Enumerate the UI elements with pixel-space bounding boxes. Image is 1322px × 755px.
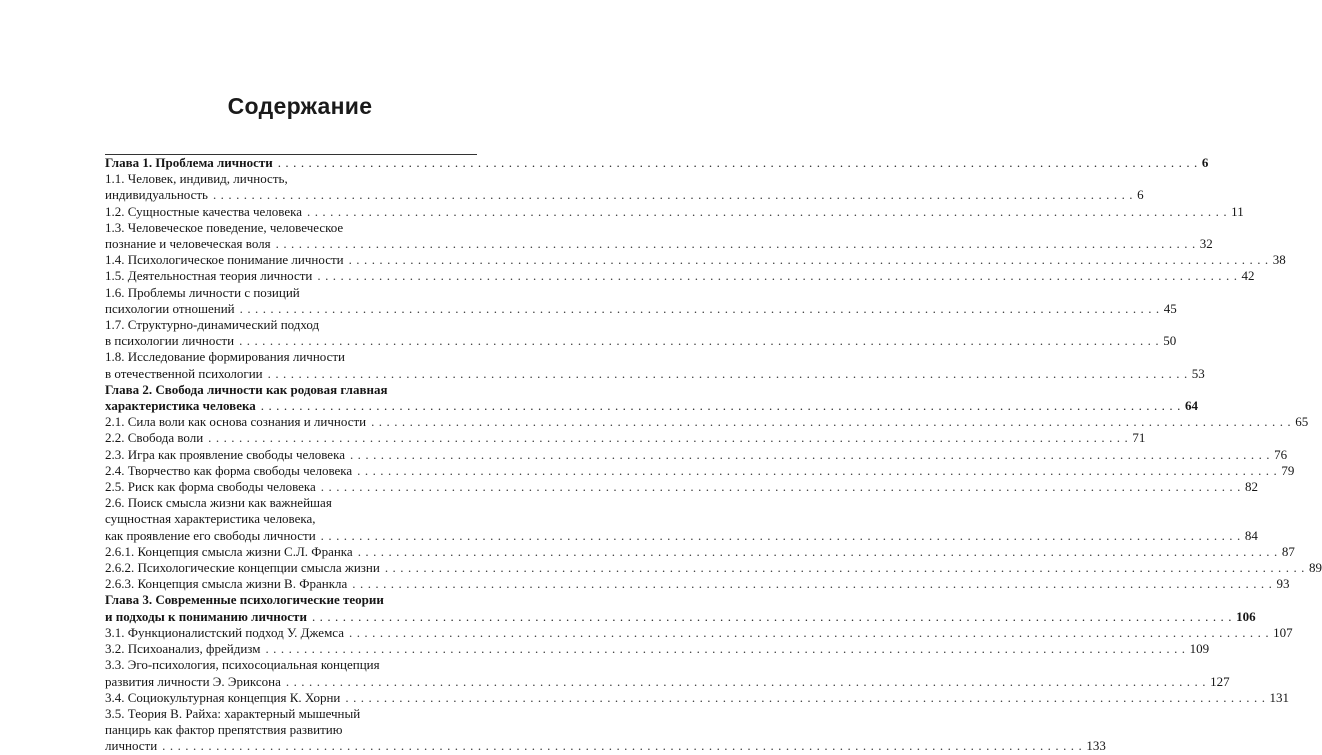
table-of-contents	[105, 154, 1322, 755]
dot-leader: . . . . . . . . . . . . . . . . . . . . . . . . . . . . . . . . . . . . . . . . . . . . . . . . . . . . . . . . . . . . . . . . . . . . . . . . . . . . . . . . . . . . . . . . . . . . . . . . . . . . . . . . . . . . . . . . . . . . . . . .	[311, 608, 1233, 624]
dot-leader: . . . . . . . . . . . . . . . . . . . . . . . . . . . . . . . . . . . . . . . . . . . . . . . . . . . . . . . . . . . . . . . . . . . . . . . . . . . . . . . . . . . . . . . . . . . . . . . . . . . . . . . . . . . . . . . . . . . . . . . .	[317, 268, 1238, 284]
toc-page-number: 82	[1244, 479, 1258, 495]
toc-entry-text: характеристика человека	[105, 398, 256, 414]
toc-section-entry	[105, 576, 1290, 592]
toc-entry-text: 3.5. Теория В. Райха: характерный мышечный	[105, 705, 361, 721]
toc-section-entry	[105, 219, 1213, 252]
dot-leader: . . . . . . . . . . . . . . . . . . . . . . . . . . . . . . . . . . . . . . . . . . . . . . . . . . . . . . . . . . . . . . . . . . . . . . . . . . . . . . . . . . . . . . . . . . . . . . . . . . . . . . . . . . . . . . . . . . . . . . . .	[208, 430, 1129, 446]
toc-page-number: 87	[1281, 543, 1295, 559]
dot-leader: . . . . . . . . . . . . . . . . . . . . . . . . . . . . . . . . . . . . . . . . . . . . . . . . . . . . . . . . . . . . . . . . . . . . . . . . . . . . . . . . . . . . . . . . . . . . . . . . . . . . . . . . . . . . . . . . . . . . . . . .	[307, 203, 1228, 219]
toc-page-number: 84	[1244, 527, 1258, 543]
toc-section-entry	[105, 657, 1230, 689]
toc-entry-text: как проявление его свободы личности	[105, 527, 316, 543]
toc-entry-text: сущностная характеристика человека,	[105, 511, 316, 527]
toc-entry-text: 1.7. Структурно-динамический подход	[105, 317, 320, 333]
toc-page-number: 79	[1281, 462, 1295, 478]
dot-leader: . . . . . . . . . . . . . . . . . . . . . . . . . . . . . . . . . . . . . . . . . . . . . . . . . . . . . . . . . . . . . . . . . . . . . . . . . . . . . . . . . . . . . . . . . . . . . . . . . . . . . . . . . . . . . . . . . . . . . . . .	[277, 155, 1198, 170]
toc-entry-text: 1.3. Человеческое поведение, человеческое	[105, 219, 344, 235]
dot-leader: . . . . . . . . . . . . . . . . . . . . . . . . . . . . . . . . . . . . . . . . . . . . . . . . . . . . . . . . . . . . . . . . . . . . . . . . . . . . . . . . . . . . . . . . . . . . . . . . . . . . . . . . . . . . . . . . . . . . . . . .	[320, 527, 1241, 543]
dot-leader: . . . . . . . . . . . . . . . . . . . . . . . . . . . . . . . . . . . . . . . . . . . . . . . . . . . . . . . . . . . . . . . . . . . . . . . . . . . . . . . . . . . . . . . . . . . . . . . . . . . . . . . . . . . . . . . . . . . . . . . .	[352, 576, 1273, 592]
toc-entry-text: в отечественной психологии	[105, 365, 263, 381]
toc-page-number: 89	[1309, 560, 1322, 576]
toc-entry-text: панцирь как фактор препятствия развитию	[105, 722, 343, 738]
toc-section-entry	[105, 203, 1244, 220]
toc-section-entry	[105, 495, 1258, 544]
toc-section-entry	[105, 446, 1288, 463]
toc-chapter-entry	[105, 592, 1256, 624]
dot-leader: . . . . . . . . . . . . . . . . . . . . . . . . . . . . . . . . . . . . . . . . . . . . . . . . . . . . . . . . . . . . . . . . . . . . . . . . . . . . . . . . . . . . . . . . . . . . . . . . . . . . . . . . . . . . . . . . . . . . . . . .	[212, 187, 1134, 203]
toc-entry-text: 2.4. Творчество как форма свободы человека	[105, 462, 353, 478]
dot-leader: . . . . . . . . . . . . . . . . . . . . . . . . . . . . . . . . . . . . . . . . . . . . . . . . . . . . . . . . . . . . . . . . . . . . . . . . . . . . . . . . . . . . . . . . . . . . . . . . . . . . . . . . . . . . . . . . . . . . . . . .	[239, 300, 1160, 316]
dot-leader: . . . . . . . . . . . . . . . . . . . . . . . . . . . . . . . . . . . . . . . . . . . . . . . . . . . . . . . . . . . . . . . . . . . . . . . . . . . . . . . . . . . . . . . . . . . . . . . . . . . . . . . . . . . . . . . . . . . . . . . .	[265, 641, 1186, 657]
toc-entry-text: 3.4. Социокультурная концепция К. Хорни	[105, 689, 341, 705]
toc-entry-text: 2.6.3. Концепция смысла жизни В. Франкла	[105, 576, 348, 592]
toc-entry-text: 2.2. Свобода воли	[105, 430, 204, 446]
toc-entry-text: и подходы к пониманию личности	[105, 608, 307, 624]
toc-entry-text: 2.1. Сила воли как основа сознания и личности	[105, 414, 367, 430]
toc-entry-text: 3.1. Функционалистский подход У. Джемса	[105, 624, 345, 640]
toc-section-entry	[105, 349, 1205, 381]
dot-leader: . . . . . . . . . . . . . . . . . . . . . . . . . . . . . . . . . . . . . . . . . . . . . . . . . . . . . . . . . . . . . . . . . . . . . . . . . . . . . . . . . . . . . . . . . . . . . . . . . . . . . . . . . . . . . . . . . . . . . . . .	[357, 462, 1278, 478]
toc-section-entry	[105, 705, 1106, 755]
toc-section-entry	[105, 479, 1258, 495]
dot-leader: . . . . . . . . . . . . . . . . . . . . . . . . . . . . . . . . . . . . . . . . . . . . . . . . . . . . . . . . . . . . . . . . . . . . . . . . . . . . . . . . . . . . . . . . . . . . . . . . . . . . . . . . . . . . . . . . . . . . . . . .	[320, 479, 1241, 495]
toc-entry-text: 1.8. Исследование формирования личности	[105, 349, 346, 365]
dot-leader: . . . . . . . . . . . . . . . . . . . . . . . . . . . . . . . . . . . . . . . . . . . . . . . . . . . . . . . . . . . . . . . . . . . . . . . . . . . . . . . . . . . . . . . . . . . . . . . . . . . . . . . . . . . . . . . . . . . . . . . .	[357, 543, 1278, 559]
toc-page-number: 42	[1241, 268, 1255, 284]
toc-entry-text: 1.5. Деятельностная теория личности	[105, 268, 313, 284]
toc-section-entry	[105, 689, 1290, 706]
dot-leader: . . . . . . . . . . . . . . . . . . . . . . . . . . . . . . . . . . . . . . . . . . . . . . . . . . . . . . . . . . . . . . . . . . . . . . . . . . . . . . . . . . . . . . . . . . . . . . . . . . . . . . . . . . . . . . . . . . . . . . . .	[162, 738, 1083, 754]
toc-entry-text: 2.6. Поиск смысла жизни как важнейшая	[105, 495, 332, 511]
toc-page-number: 50	[1163, 333, 1177, 349]
toc-entry-text: в психологии личности	[105, 333, 235, 349]
toc-entry-text: 2.3. Игра как проявление свободы человека	[105, 446, 345, 462]
toc-entry-text: 3.2. Психоанализ, фрейдизм	[105, 641, 261, 657]
toc-page-number: 53	[1191, 365, 1205, 381]
toc-page-number: 76	[1274, 446, 1288, 462]
toc-entry-text: индивидуальность	[105, 187, 208, 203]
toc-page-number: 127	[1210, 673, 1230, 689]
toc-entry-text: Глава 3. Современные психологические теории	[105, 592, 384, 608]
toc-page-number: 65	[1295, 414, 1309, 430]
toc-chapter-entry	[105, 381, 1198, 414]
toc-page-number: 11	[1231, 203, 1244, 219]
toc-section-entry	[105, 268, 1255, 284]
toc-entry-text: 2.6.1. Концепция смысла жизни С.Л. Франка	[105, 543, 353, 559]
toc-entry-text: 1.6. Проблемы личности с позиций	[105, 284, 300, 300]
toc-entry-text: психологии отношений	[105, 300, 235, 316]
page-title: Содержание	[227, 93, 373, 119]
toc-page-number: 45	[1163, 300, 1177, 316]
toc-page-number: 93	[1276, 576, 1290, 592]
toc-page-number: 133	[1086, 738, 1106, 754]
dot-leader: . . . . . . . . . . . . . . . . . . . . . . . . . . . . . . . . . . . . . . . . . . . . . . . . . . . . . . . . . . . . . . . . . . . . . . . . . . . . . . . . . . . . . . . . . . . . . . . . . . . . . . . . . . . . . . . . . . . . . . . .	[239, 333, 1160, 349]
toc-page-number: 38	[1272, 252, 1286, 268]
toc-page-number: 32	[1199, 236, 1213, 252]
toc-entry-text: познание и человеческая воля	[105, 236, 271, 252]
toc-section-entry	[105, 414, 1309, 430]
dot-leader: . . . . . . . . . . . . . . . . . . . . . . . . . . . . . . . . . . . . . . . . . . . . . . . . . . . . . . . . . . . . . . . . . . . . . . . . . . . . . . . . . . . . . . . . . . . . . . . . . . . . . . . . . . . . . . . . . . . . . . . .	[384, 560, 1305, 576]
toc-entry-text: 2.6.2. Психологические концепции смысла жизни	[105, 560, 380, 576]
dot-leader: . . . . . . . . . . . . . . . . . . . . . . . . . . . . . . . . . . . . . . . . . . . . . . . . . . . . . . . . . . . . . . . . . . . . . . . . . . . . . . . . . . . . . . . . . . . . . . . . . . . . . . . . . . . . . . . . . . . . . . . .	[345, 689, 1266, 705]
dot-leader: . . . . . . . . . . . . . . . . . . . . . . . . . . . . . . . . . . . . . . . . . . . . . . . . . . . . . . . . . . . . . . . . . . . . . . . . . . . . . . . . . . . . . . . . . . . . . . . . . . . . . . . . . . . . . . . . . . . . . . . .	[371, 414, 1292, 430]
toc-entry-text: развития личности Э. Эриксона	[105, 673, 281, 689]
toc-page-number: 64	[1184, 398, 1198, 414]
dot-leader: . . . . . . . . . . . . . . . . . . . . . . . . . . . . . . . . . . . . . . . . . . . . . . . . . . . . . . . . . . . . . . . . . . . . . . . . . . . . . . . . . . . . . . . . . . . . . . . . . . . . . . . . . . . . . . . . . . . . . . . .	[348, 252, 1269, 268]
toc-section-entry	[105, 252, 1286, 268]
toc-section-entry	[105, 171, 1144, 203]
toc-chapter-entry	[105, 154, 1209, 171]
toc-page-number: 109	[1189, 641, 1210, 657]
toc-page-number: 107	[1273, 624, 1293, 640]
toc-entry-text: личности	[105, 738, 158, 754]
toc-page-number: 106	[1236, 608, 1256, 624]
toc-section-entry	[105, 624, 1293, 641]
dot-leader: . . . . . . . . . . . . . . . . . . . . . . . . . . . . . . . . . . . . . . . . . . . . . . . . . . . . . . . . . . . . . . . . . . . . . . . . . . . . . . . . . . . . . . . . . . . . . . . . . . . . . . . . . . . . . . . . . . . . . . . .	[349, 624, 1270, 640]
toc-section-entry	[105, 641, 1210, 657]
toc-section-entry	[105, 317, 1177, 349]
toc-entry-text: 1.2. Сущностные качества человека	[105, 203, 303, 219]
dot-leader: . . . . . . . . . . . . . . . . . . . . . . . . . . . . . . . . . . . . . . . . . . . . . . . . . . . . . . . . . . . . . . . . . . . . . . . . . . . . . . . . . . . . . . . . . . . . . . . . . . . . . . . . . . . . . . . . . . . . . . . .	[267, 365, 1188, 381]
toc-entry-text: 1.1. Человек, индивид, личность,	[105, 171, 288, 187]
dot-leader: . . . . . . . . . . . . . . . . . . . . . . . . . . . . . . . . . . . . . . . . . . . . . . . . . . . . . . . . . . . . . . . . . . . . . . . . . . . . . . . . . . . . . . . . . . . . . . . . . . . . . . . . . . . . . . . . . . . . . . . .	[275, 236, 1196, 252]
toc-section-entry	[105, 284, 1177, 317]
dot-leader: . . . . . . . . . . . . . . . . . . . . . . . . . . . . . . . . . . . . . . . . . . . . . . . . . . . . . . . . . . . . . . . . . . . . . . . . . . . . . . . . . . . . . . . . . . . . . . . . . . . . . . . . . . . . . . . . . . . . . . . .	[260, 398, 1181, 414]
toc-section-entry	[105, 560, 1322, 576]
toc-section-entry	[105, 543, 1295, 560]
toc-page-number: 6	[1137, 187, 1144, 203]
toc-entry-text: 2.5. Риск как форма свободы человека	[105, 479, 316, 495]
toc-entry-text: Глава 1. Проблема личности	[105, 155, 273, 170]
toc-entry-text: 1.4. Психологическое понимание личности	[105, 252, 344, 268]
dot-leader: . . . . . . . . . . . . . . . . . . . . . . . . . . . . . . . . . . . . . . . . . . . . . . . . . . . . . . . . . . . . . . . . . . . . . . . . . . . . . . . . . . . . . . . . . . . . . . . . . . . . . . . . . . . . . . . . . . . . . . . .	[285, 673, 1207, 689]
toc-entry-text: Глава 2. Свобода личности как родовая главная	[105, 381, 388, 397]
toc-page-number: 6	[1201, 155, 1209, 170]
toc-entry-text: 3.3. Эго-психология, психосоциальная концепция	[105, 657, 380, 673]
toc-section-entry	[105, 462, 1295, 479]
toc-section-entry	[105, 430, 1146, 446]
dot-leader: . . . . . . . . . . . . . . . . . . . . . . . . . . . . . . . . . . . . . . . . . . . . . . . . . . . . . . . . . . . . . . . . . . . . . . . . . . . . . . . . . . . . . . . . . . . . . . . . . . . . . . . . . . . . . . . . . . . . . . . .	[349, 446, 1271, 462]
toc-page-number: 131	[1269, 689, 1290, 705]
toc-page-number: 71	[1132, 430, 1146, 446]
